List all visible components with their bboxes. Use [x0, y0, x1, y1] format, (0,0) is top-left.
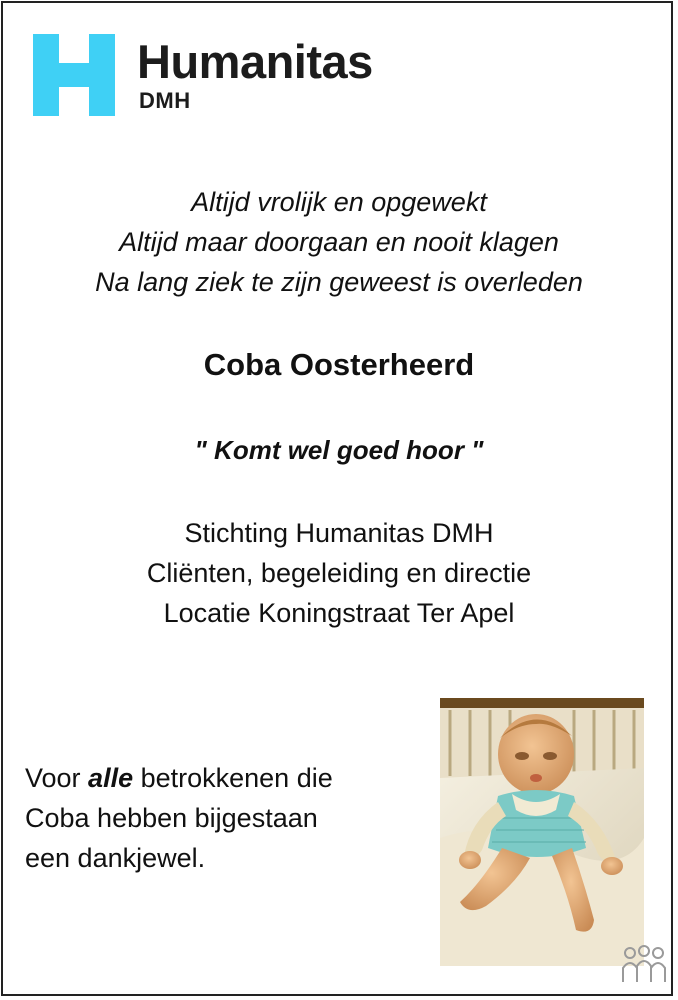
- sender-line: Cliënten, begeleiding en directie: [146, 558, 532, 588]
- logo-subtitle: DMH: [139, 88, 191, 113]
- poem-line: Na lang ziek te zijn geweest is overleden: [95, 267, 583, 297]
- sender-line: Locatie Koningstraat Ter Apel: [163, 598, 515, 628]
- sender-line: Stichting Humanitas DMH: [184, 518, 494, 548]
- thanks-text: Voor: [25, 763, 89, 793]
- poem-line: Altijd maar doorgaan en nooit klagen: [119, 227, 559, 257]
- people-group-icon: [620, 944, 668, 984]
- poem-line: Altijd vrolijk en opgewekt: [191, 187, 487, 217]
- thanks-line: Coba hebben bijgestaan: [25, 803, 318, 833]
- poem: [0, 182, 678, 302]
- thanks-line: [25, 758, 333, 798]
- deceased-name: Coba Oosterheerd: [203, 347, 475, 382]
- thanks-emphasis: alle: [88, 763, 134, 793]
- humanitas-logo-icon: [33, 34, 115, 116]
- thanks-message: [25, 758, 333, 878]
- thanks-line: een dankjewel.: [25, 843, 206, 873]
- thanks-text: betrokkenen die: [133, 763, 333, 793]
- logo-name: Humanitas: [137, 35, 373, 88]
- sender-block: [0, 513, 678, 633]
- doll-photo: [440, 698, 644, 966]
- quote: " Komt wel goed hoor ": [194, 435, 484, 465]
